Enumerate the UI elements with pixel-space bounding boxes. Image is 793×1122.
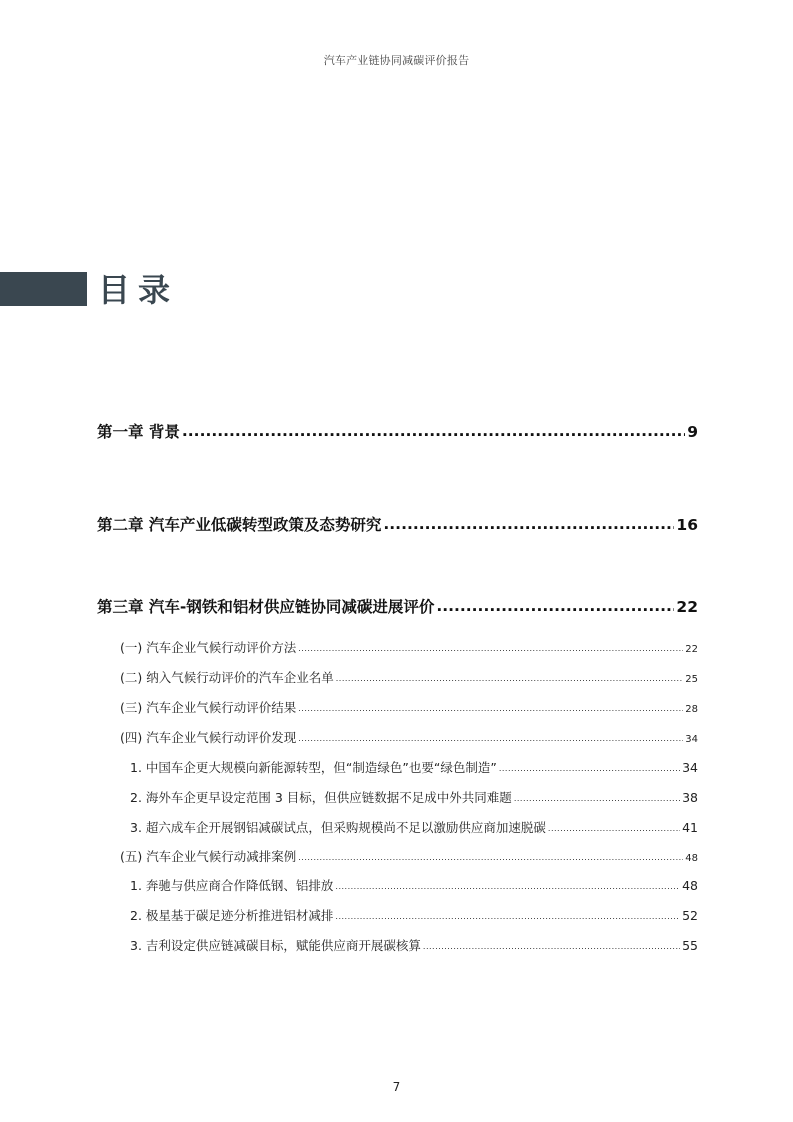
toc-entry-label: 2. 海外车企更早设定范围 3 目标，但供应链数据不足成中外共同难题 — [130, 790, 512, 805]
toc-subsection-4-1[interactable] — [130, 758, 698, 776]
toc-chapter-3[interactable] — [97, 595, 698, 617]
toc-entry-page: 52 — [682, 908, 698, 923]
dot-leader — [423, 942, 680, 951]
dot-leader — [336, 674, 684, 683]
page-number: 7 — [392, 1080, 401, 1094]
toc-section-5[interactable] — [120, 847, 698, 865]
toc-entry-label: (二) 纳入气候行动评价的汽车企业名单 — [120, 670, 334, 685]
toc-section-4[interactable] — [120, 728, 698, 746]
toc-entry-page: 38 — [682, 790, 698, 805]
toc-section-3[interactable] — [120, 698, 698, 716]
toc-subsection-4-2[interactable] — [130, 788, 698, 806]
toc-chapter-2[interactable] — [97, 513, 698, 535]
running-header: 汽车产业链协同减碳评价报告 — [323, 54, 470, 67]
toc-entry-page: 34 — [685, 734, 698, 745]
toc-entry-label: 第三章 汽车-钢铁和铝材供应链协同减碳进展评价 — [97, 598, 435, 616]
dot-leader — [298, 853, 683, 862]
toc-subsection-5-3[interactable] — [130, 936, 698, 954]
dot-leader — [436, 597, 674, 615]
toc-chapter-1[interactable] — [97, 420, 698, 442]
toc-entry-page: 9 — [687, 423, 698, 441]
toc-entry-label: 2. 极星基于碳足迹分析推进铝材减排 — [130, 908, 334, 923]
toc-entry-label: (三) 汽车企业气候行动评价结果 — [120, 700, 297, 715]
toc-entry-page: 28 — [685, 704, 698, 715]
toc-entry-label: (五) 汽车企业气候行动减排案例 — [120, 849, 297, 864]
toc-section-2[interactable] — [120, 668, 698, 686]
toc-entry-page: 22 — [676, 598, 698, 616]
toc-entry-page: 16 — [676, 516, 698, 534]
title-accent-bar — [0, 272, 87, 306]
toc-entry-label: (四) 汽车企业气候行动评价发现 — [120, 730, 297, 745]
toc-title: 目录 — [98, 271, 179, 309]
toc-entry-page: 48 — [685, 853, 698, 864]
dot-leader — [298, 734, 683, 743]
toc-entry-page: 22 — [685, 644, 698, 655]
dot-leader — [383, 515, 674, 533]
toc-entry-label: 1. 奔驰与供应商合作降低钢、铝排放 — [130, 878, 334, 893]
dot-leader — [514, 794, 680, 803]
toc-entry-label: 1. 中国车企更大规模向新能源转型，但“制造绿色”也要“绿色制造” — [130, 760, 497, 775]
dot-leader — [335, 882, 680, 891]
toc-section-1[interactable] — [120, 638, 698, 656]
toc-entry-label: 3. 超六成车企开展钢铝减碳试点，但采购规模尚不足以激励供应商加速脱碳 — [130, 820, 546, 835]
dot-leader — [548, 824, 680, 833]
toc-subsection-5-2[interactable] — [130, 906, 698, 924]
toc-entry-label: (一) 汽车企业气候行动评价方法 — [120, 640, 297, 655]
toc-entry-page: 55 — [682, 938, 698, 953]
toc-entry-page: 41 — [682, 820, 698, 835]
dot-leader — [298, 644, 683, 653]
toc-entry-label: 3. 吉利设定供应链减碳目标，赋能供应商开展碳核算 — [130, 938, 421, 953]
toc-entry-page: 34 — [682, 760, 698, 775]
dot-leader — [335, 912, 680, 921]
toc-subsection-4-3[interactable] — [130, 818, 698, 836]
toc-entry-label: 第二章 汽车产业低碳转型政策及态势研究 — [97, 516, 382, 534]
toc-entry-label: 第一章 背景 — [97, 423, 180, 441]
toc-title-block — [0, 270, 400, 310]
toc-entry-page: 25 — [685, 674, 698, 685]
dot-leader — [182, 422, 685, 440]
toc-entry-page: 48 — [682, 878, 698, 893]
toc-subsection-5-1[interactable] — [130, 876, 698, 894]
dot-leader — [298, 704, 683, 713]
dot-leader — [499, 764, 680, 773]
